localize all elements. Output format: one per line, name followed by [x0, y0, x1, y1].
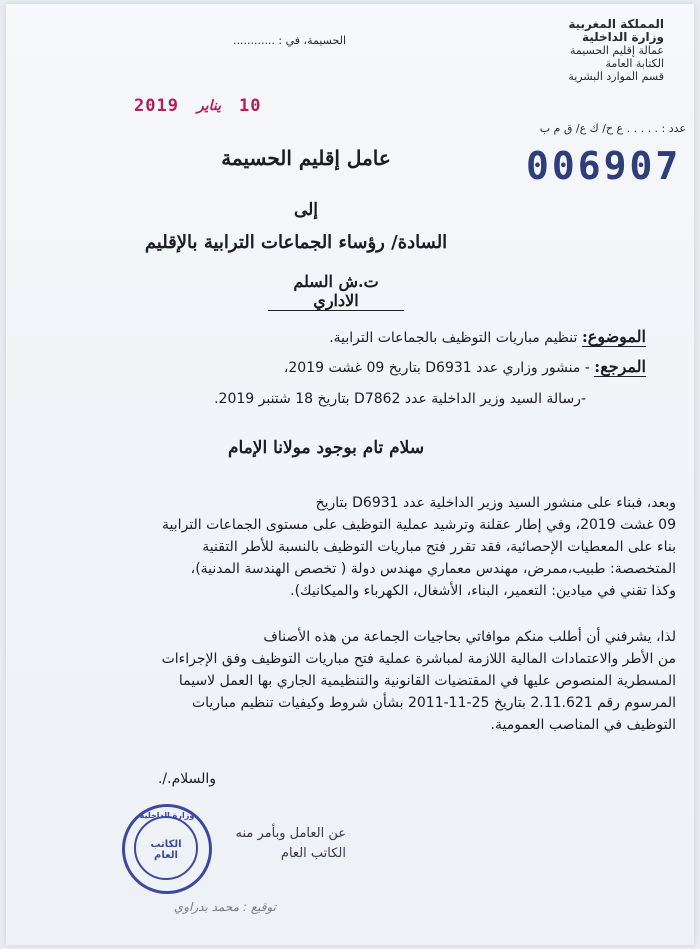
seal-center-text: الكاتب العام [150, 839, 182, 861]
official-seal [122, 804, 212, 894]
paragraph-2 [36, 626, 676, 736]
p2-line-5: التوظيف في المناصب العمومية. [490, 717, 676, 733]
p2-line-3: المسطرية المنصوص عليها في المقتضيات القانونية والتنظيمية الجاري بها العمل لاسيما [178, 673, 676, 689]
p1-line-5: وكذا تقني في ميادين: التعمير، البناء، الأشغال، الكهرباء والميكانيك). [290, 583, 676, 599]
sender-title: عامل إقليم الحسيمة [221, 146, 391, 170]
prefecture-line: عمالة إقليم الحسيمة [569, 44, 664, 57]
subject-line [206, 326, 646, 349]
p2-line-1: لذا، يشرفني أن أطلب منكم موافاتي بحاجيات الجماعة من هذه الأصناف [263, 629, 676, 645]
reference-line [186, 356, 646, 379]
greeting: سلام تام بوجود مولانا الإمام [227, 438, 425, 458]
p1-line-1: وبعد، فبناء على منشور السيد وزير الداخلية عدد D6931 بتاريخ [315, 495, 676, 511]
received-date-stamp [134, 96, 261, 116]
stamp-month: يناير [196, 98, 221, 114]
reference-label: المرجع: [594, 357, 646, 376]
letter-page [6, 4, 694, 945]
signature-role: الكاتب العام [280, 846, 346, 861]
reference-1: - منشور وزاري عدد D6931 بتاريخ 09 غشت 2019، [283, 360, 590, 376]
p2-line-4: المرسوم رقم 2.11.621 بتاريخ 25-11-2011 بشأن شروط وكيفيات تنظيم مباريات [191, 695, 676, 711]
reference-2: -رسالة السيد وزير الداخلية عدد D7862 بتاريخ 18 شتنبر 2019. [214, 391, 586, 407]
closing: والسلام./. [157, 771, 216, 787]
official-header [494, 18, 664, 83]
stamp-year: 2019 [134, 96, 179, 116]
subject-label: الموضوع: [581, 327, 646, 346]
secretariat-line: الكتابة العامة [605, 57, 664, 70]
kingdom-line: المملكة المغربية [568, 17, 664, 31]
paragraph-1 [36, 492, 676, 602]
department-line: قسم الموارد البشرية [568, 70, 664, 83]
to-label: إلى [293, 200, 319, 220]
ministry-line: وزارة الداخلية [581, 30, 664, 44]
seal-text: وزارة الداخلية [139, 811, 195, 820]
stamp-day: 10 [238, 96, 262, 116]
p1-line-4: المتخصصة: طبيب،ممرض، مهندس معماري مهندس دولة ( تخصص الهندسة المدنية)، [190, 561, 676, 577]
registration-number: 006907 [526, 144, 682, 188]
p1-line-2: 09 غشت 2019، وفي إطار عقلنة وترشيد عملية التوظيف على مستوى الجماعات الترابية [162, 517, 676, 533]
administrative-channel: ت.ش السلم الاداري [268, 272, 404, 311]
addressees: السادة/ رؤساء الجماعات الترابية بالإقليم [144, 232, 448, 253]
reference-code: عدد : . . . . . ع ح/ ك ع/ ق م ب [539, 122, 686, 135]
place-date: الحسيمة، في : ............ [232, 34, 346, 47]
p2-line-2: من الأطر والاعتمادات المالية اللازمة لمباشرة عملية فتح مباريات التوظيف وفق الإجراءات [161, 651, 676, 667]
p1-line-3: بناء على المعطيات الإحصائية، فقد تقرر فتح مباريات التوظيف بالنسبة للأطر التقنية [202, 539, 676, 555]
subject-text: تنظيم مباريات التوظيف بالجماعات الترابية. [329, 330, 578, 346]
signatory-name: توقيع : محمد بدراوي [173, 900, 276, 914]
signature-on-behalf: عن العامل وبأمر منه [235, 826, 346, 841]
